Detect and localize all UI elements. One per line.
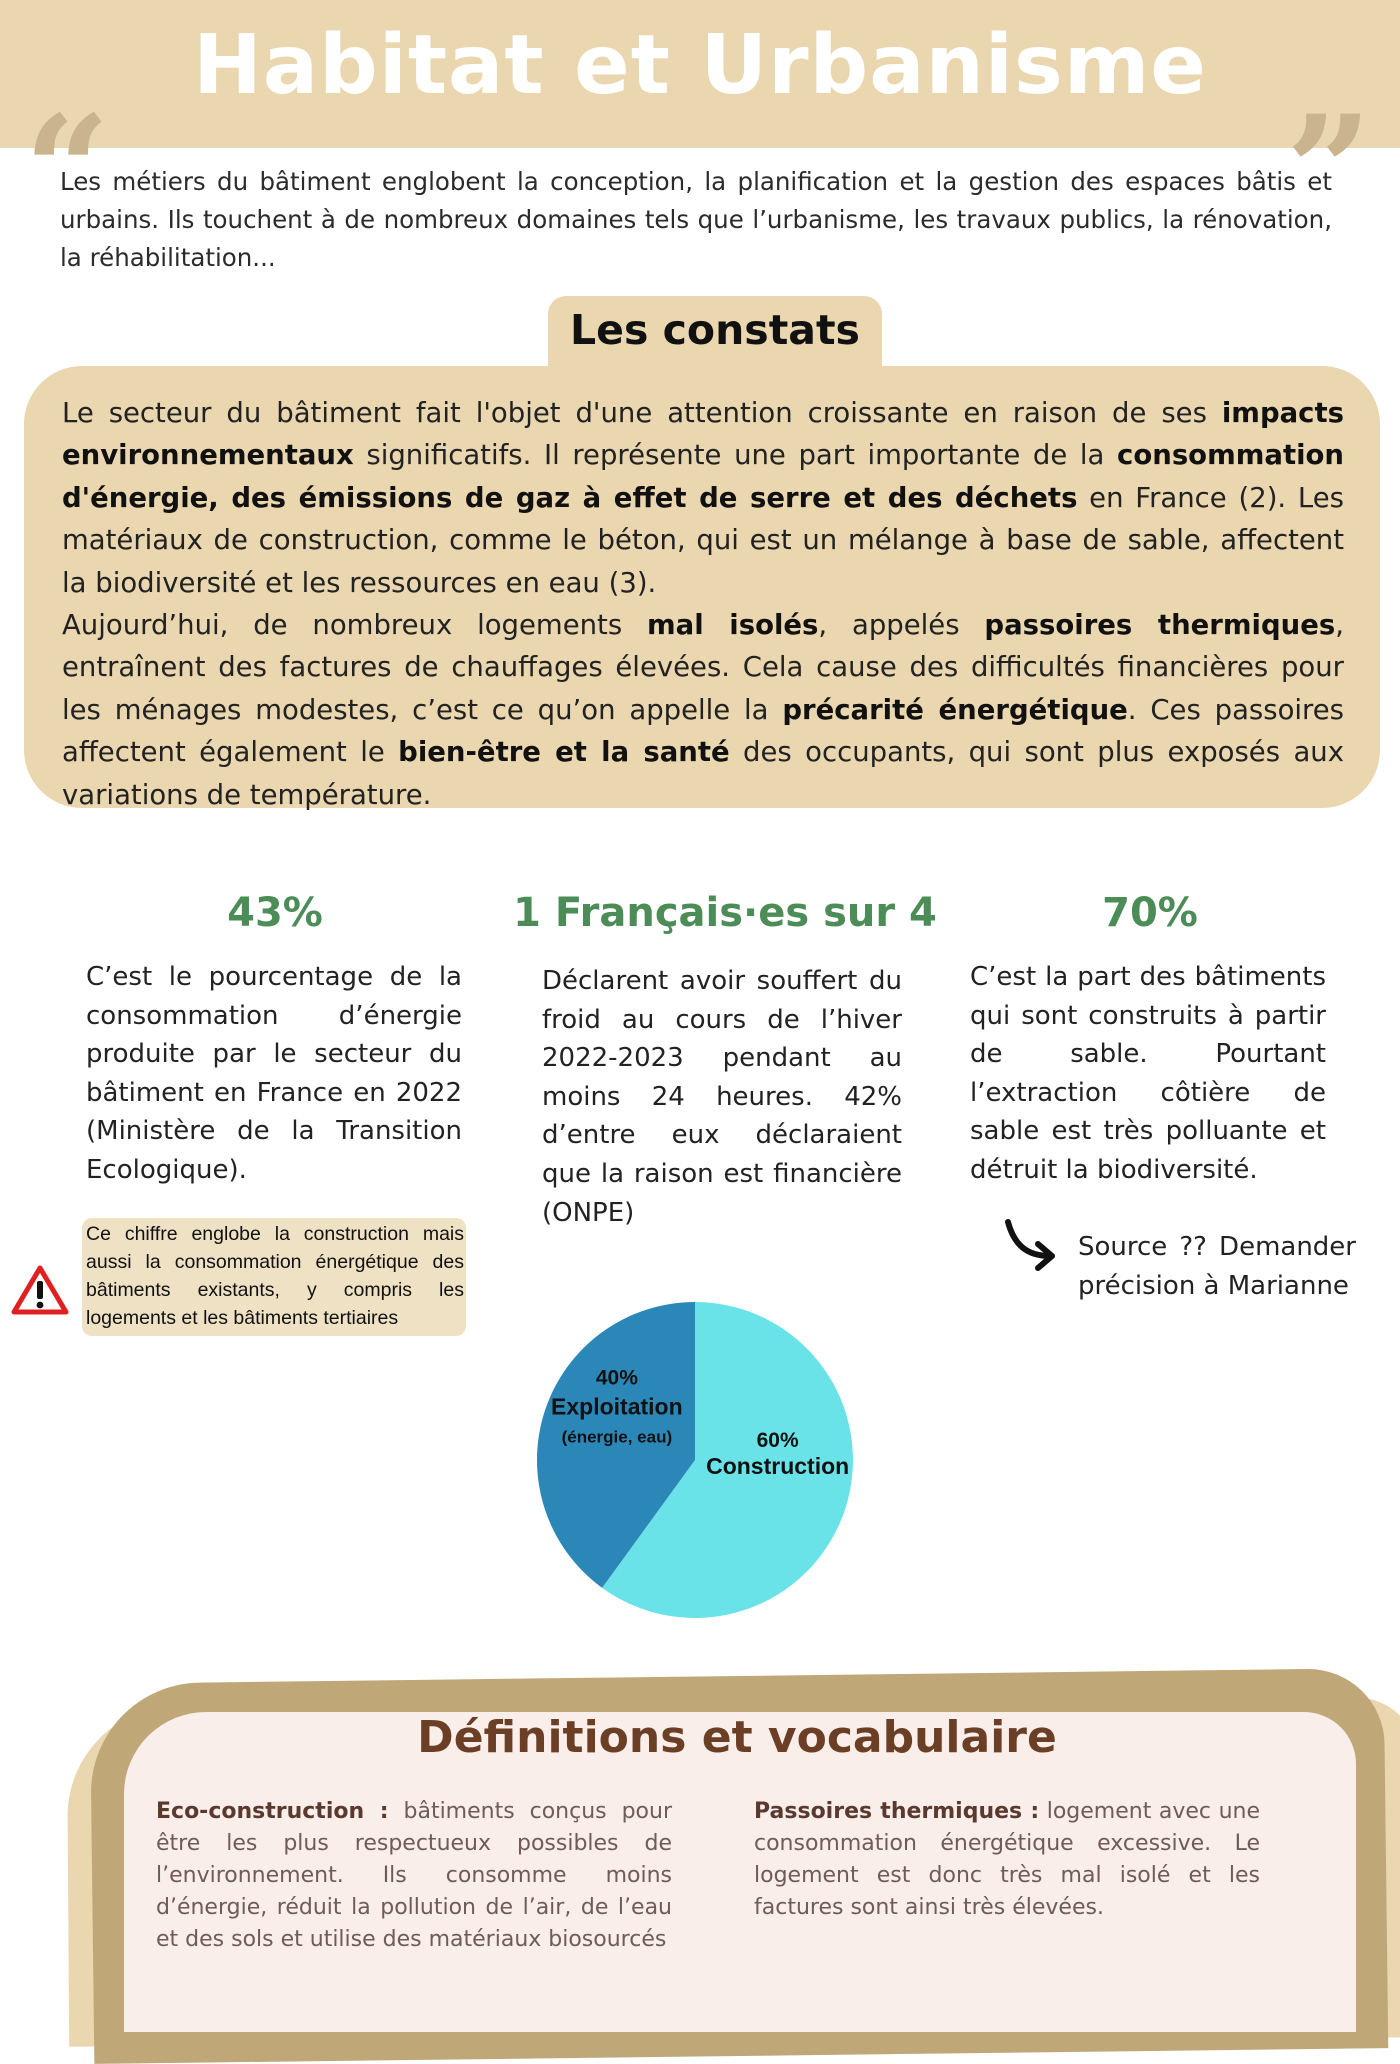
- pie-slice-exploitation-sublabel: (énergie, eau): [561, 1427, 673, 1447]
- definition-eco-construction: [156, 1796, 672, 1956]
- constats-highlight: consommation d'énergie, des émissions de gaz à effet de serre et des déchets: [62, 439, 1344, 514]
- definition-term: Passoires thermiques :: [754, 1799, 1040, 1824]
- constats-text-run: significatifs. Il représente une part importante de la: [353, 439, 1118, 472]
- stat-headline-cold: 1 Français·es sur 4: [513, 890, 937, 936]
- constats-text-run: des occupants, qui sont plus exposés aux variations de température.: [62, 736, 1344, 811]
- warning-note: Ce chiffre englobe la construction mais aussi la consommation énergétique des bâtiments existants, y compris les logements et les bâtiments tertiaires: [82, 1218, 466, 1336]
- source-note: Source ?? Demander précision à Marianne: [1078, 1232, 1356, 1301]
- pie-slice-construction-label: Construction: [706, 1452, 850, 1479]
- constats-highlight: mal isolés: [646, 609, 819, 642]
- stat-headline-energy: 43%: [227, 890, 323, 936]
- pie-slice-exploitation-percent: 40%: [595, 1366, 638, 1390]
- curved-arrow-icon: [1000, 1218, 1062, 1274]
- constats-text-run: Aujourd’hui, de nombreux logements: [62, 609, 647, 642]
- stat-headline-sand: 70%: [1102, 890, 1198, 936]
- stat-text-energy: C’est le pourcentage de la consommation d’énergie produite par le secteur du bâtiment en France en 2022 (Ministère de la Transition Ecologique).: [86, 962, 462, 1185]
- open-quote-icon: “: [24, 83, 111, 259]
- constats-text-run: Le secteur du bâtiment fait l'objet d'une attention croissante en raison de ses: [62, 397, 1222, 429]
- pie-chart: [530, 1300, 870, 1640]
- definition-text: logement avec une consommation énergétique excessive. Le logement est donc très mal isolé et les factures sont ainsi très élevées.: [754, 1799, 1260, 1920]
- definition-term: Eco-construction :: [156, 1799, 389, 1824]
- intro-paragraph: Les métiers du bâtiment englobent la conception, la planification et la gestion des espaces bâtis et urbains. Ils touchent à de nombreux domaines tels que l’urbanisme, les travaux publics, la rénovation, la réhabilitation...: [60, 167, 1332, 272]
- constats-highlight: impacts environnementaux: [62, 397, 1344, 472]
- warning-triangle-icon: [10, 1264, 70, 1316]
- constats-title: Les constats: [570, 306, 860, 354]
- page-title: Habitat et Urbanisme: [193, 18, 1207, 113]
- constats-text-run: , appelés: [818, 609, 985, 642]
- stat-text-sand: C’est la part des bâtiments qui sont construits à partir de sable. Pourtant l’extraction côtière de sable est très polluante et détruit la biodiversité.: [970, 962, 1326, 1185]
- stat-text-cold: Déclarent avoir souffert du froid au cours de l’hiver 2022-2023 pendant au moins 24 heures. 42% d’entre eux déclaraient que la raison est financière (ONPE): [542, 966, 902, 1228]
- definition-passoires-thermiques: [754, 1796, 1260, 1924]
- constats-text-run: en France (2). Les matériaux de construction, comme le béton, qui est un mélange à base de sable, affectent la biodiversité et les ressources en eau (3).: [62, 481, 1344, 599]
- constats-paragraph: [62, 392, 1344, 816]
- constats-highlight: précarité énergétique: [782, 693, 1128, 726]
- definitions-title: Définitions et vocabulaire: [417, 1712, 1057, 1763]
- definition-text: bâtiments conçus pour être les plus respectueux possibles de l’environnement. Ils consomme moins d’énergie, réduit la pollution de l’air, de l’eau et des sols et utilise des matériaux biosourcés: [156, 1799, 672, 1952]
- constats-highlight: passoires thermiques: [984, 609, 1336, 642]
- close-quote-icon: ”: [1285, 83, 1372, 259]
- constats-text-run: , entraînent des factures de chauffages élevées. Cela cause des difficultés financières pour les ménages modestes, c’est ce qu’on appelle la: [62, 609, 1344, 726]
- constats-text-run: . Ces passoires affectent également le: [62, 693, 1344, 769]
- pie-slice-exploitation-label: Exploitation: [551, 1393, 683, 1420]
- constats-highlight: bien-être et la santé: [398, 736, 730, 769]
- pie-slice-construction-percent: 60%: [756, 1428, 799, 1452]
